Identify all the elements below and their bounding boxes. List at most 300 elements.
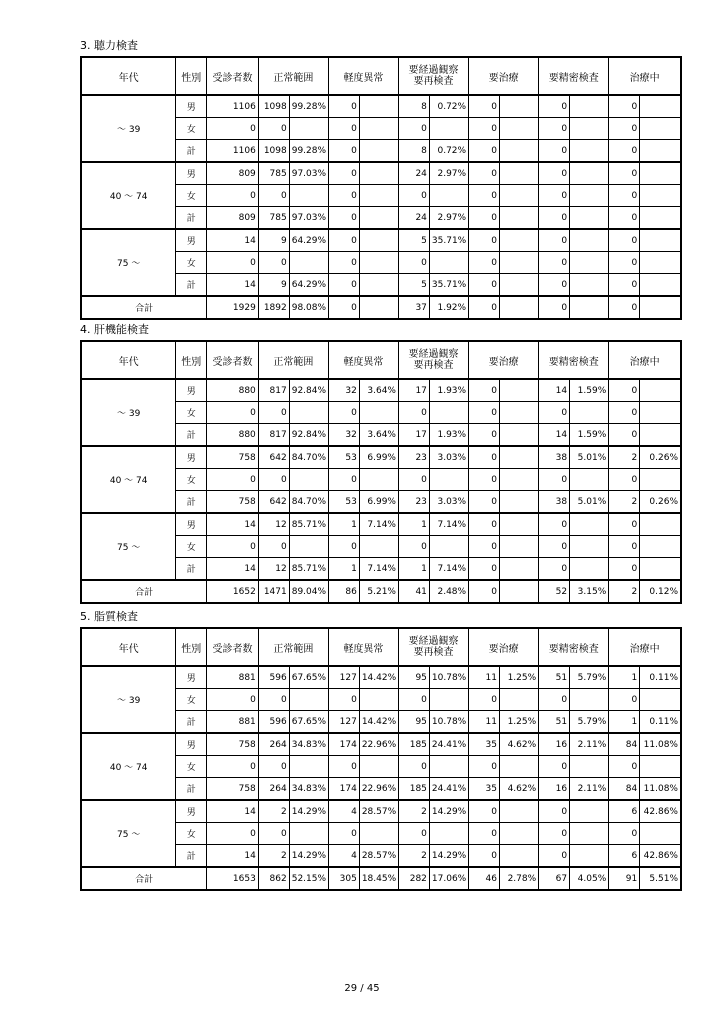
count-cell: 0: [469, 162, 500, 185]
count-cell: 0: [469, 800, 500, 823]
percent-cell: [289, 756, 328, 778]
table-row: [81, 162, 681, 185]
count-cell: 0: [469, 402, 500, 424]
percent-cell: [570, 513, 609, 536]
count-cell: 0: [258, 185, 289, 207]
age-group-cell: 75 ～: [81, 800, 176, 867]
header-detailed: 要精密検査: [539, 57, 609, 95]
count-cell: 0: [207, 402, 259, 424]
percent-cell: 85.71%: [289, 558, 328, 581]
count-cell: 1: [398, 513, 429, 536]
count-cell: 6: [609, 800, 640, 823]
total-count-cell: 0: [328, 296, 359, 319]
count-cell: 0: [328, 823, 359, 845]
percent-cell: 7.14%: [359, 558, 398, 581]
percent-cell: 14.29%: [429, 845, 468, 868]
total-label: 合計: [81, 296, 207, 319]
percent-cell: 6.99%: [359, 491, 398, 514]
percent-cell: [500, 823, 539, 845]
count-cell: 1098: [258, 95, 289, 118]
count-cell: 596: [258, 666, 289, 689]
header-age: 年代: [81, 57, 176, 95]
table-header-row: [81, 341, 681, 379]
total-count-cell: 0: [539, 296, 570, 319]
count-cell: 0: [539, 469, 570, 491]
percent-cell: 11.08%: [640, 733, 681, 756]
sex-cell: 女: [176, 469, 207, 491]
count-cell: 0: [207, 823, 259, 845]
sex-cell: 男: [176, 733, 207, 756]
count-cell: 9: [258, 274, 289, 297]
percent-cell: 4.62%: [500, 733, 539, 756]
count-cell: 95: [398, 666, 429, 689]
count-cell: 0: [328, 689, 359, 711]
percent-cell: 0.26%: [640, 446, 681, 469]
count-cell: 0: [328, 118, 359, 140]
count-cell: 11: [469, 711, 500, 734]
count-cell: 0: [539, 800, 570, 823]
percent-cell: [640, 185, 681, 207]
percent-cell: [289, 469, 328, 491]
percent-cell: [359, 185, 398, 207]
total-label: 合計: [81, 580, 207, 603]
count-cell: 881: [207, 711, 259, 734]
count-cell: 0: [469, 379, 500, 402]
percent-cell: 85.71%: [289, 513, 328, 536]
count-cell: 0: [609, 756, 640, 778]
percent-cell: [500, 491, 539, 514]
percent-cell: [500, 756, 539, 778]
count-cell: 0: [469, 491, 500, 514]
percent-cell: [640, 513, 681, 536]
percent-cell: [500, 536, 539, 558]
percent-cell: 3.03%: [429, 446, 468, 469]
count-cell: 0: [328, 162, 359, 185]
percent-cell: [640, 689, 681, 711]
percent-cell: [359, 140, 398, 163]
percent-cell: 5.79%: [570, 666, 609, 689]
count-cell: 0: [609, 469, 640, 491]
percent-cell: [640, 402, 681, 424]
percent-cell: 7.14%: [359, 513, 398, 536]
count-cell: 0: [328, 140, 359, 163]
count-cell: 127: [328, 711, 359, 734]
percent-cell: 22.96%: [359, 778, 398, 801]
count-cell: 0: [328, 207, 359, 230]
count-cell: 16: [539, 778, 570, 801]
sex-cell: 女: [176, 402, 207, 424]
count-cell: 0: [258, 689, 289, 711]
table-liver: [80, 340, 682, 604]
count-cell: 0: [539, 229, 570, 252]
header-in-treatment: 治療中: [609, 628, 681, 666]
percent-cell: [640, 207, 681, 230]
count-cell: 881: [207, 666, 259, 689]
count-cell: 4: [328, 800, 359, 823]
count-cell: 1: [328, 513, 359, 536]
count-cell: 38: [539, 446, 570, 469]
sex-cell: 計: [176, 424, 207, 447]
percent-cell: [359, 274, 398, 297]
count-cell: 14: [207, 513, 259, 536]
count-cell: 0: [609, 379, 640, 402]
percent-cell: 14.29%: [289, 845, 328, 868]
count-cell: 0: [469, 229, 500, 252]
sex-cell: 女: [176, 252, 207, 274]
count-cell: 0: [609, 95, 640, 118]
percent-cell: [429, 689, 468, 711]
percent-cell: 97.03%: [289, 162, 328, 185]
percent-cell: [570, 252, 609, 274]
count-cell: 14: [207, 845, 259, 868]
count-cell: 0: [207, 252, 259, 274]
count-cell: 0: [609, 513, 640, 536]
percent-cell: [500, 207, 539, 230]
count-cell: 0: [469, 118, 500, 140]
header-observe-line1: 要経過観察: [408, 65, 459, 76]
percent-cell: 2.11%: [570, 778, 609, 801]
percent-cell: 7.14%: [429, 558, 468, 581]
count-cell: 0: [539, 185, 570, 207]
count-cell: 0: [609, 118, 640, 140]
percent-cell: [289, 252, 328, 274]
count-cell: 174: [328, 733, 359, 756]
count-cell: 17: [398, 424, 429, 447]
sex-cell: 男: [176, 800, 207, 823]
table-header-row: [81, 57, 681, 95]
percent-cell: [429, 185, 468, 207]
count-cell: 0: [258, 823, 289, 845]
percent-cell: [359, 252, 398, 274]
count-cell: 0: [328, 185, 359, 207]
sex-cell: 男: [176, 446, 207, 469]
percent-cell: [640, 252, 681, 274]
count-cell: 0: [539, 823, 570, 845]
percent-cell: [429, 118, 468, 140]
percent-cell: [640, 162, 681, 185]
count-cell: 817: [258, 424, 289, 447]
count-cell: 785: [258, 162, 289, 185]
percent-cell: 64.29%: [289, 229, 328, 252]
total-count-cell: 52: [539, 580, 570, 603]
percent-cell: 0.11%: [640, 711, 681, 734]
header-sex: 性別: [176, 57, 207, 95]
count-cell: 0: [398, 252, 429, 274]
header-age: 年代: [81, 628, 176, 666]
percent-cell: [640, 469, 681, 491]
percent-cell: [500, 446, 539, 469]
percent-cell: [570, 185, 609, 207]
percent-cell: 2.97%: [429, 207, 468, 230]
count-cell: 880: [207, 379, 259, 402]
count-cell: 0: [207, 469, 259, 491]
count-cell: 0: [539, 402, 570, 424]
percent-cell: [359, 469, 398, 491]
count-cell: 53: [328, 446, 359, 469]
count-cell: 0: [328, 402, 359, 424]
count-cell: 0: [398, 402, 429, 424]
header-observe-line2: 要再検査: [413, 360, 454, 371]
count-cell: 596: [258, 711, 289, 734]
count-cell: 0: [398, 689, 429, 711]
percent-cell: 0.11%: [640, 666, 681, 689]
count-cell: 642: [258, 491, 289, 514]
count-cell: 14: [207, 274, 259, 297]
percent-cell: [640, 536, 681, 558]
sex-cell: 男: [176, 513, 207, 536]
percent-cell: 35.71%: [429, 274, 468, 297]
count-cell: 0: [469, 513, 500, 536]
count-cell: 84: [609, 778, 640, 801]
count-cell: 0: [207, 185, 259, 207]
count-cell: 8: [398, 95, 429, 118]
count-cell: 0: [609, 140, 640, 163]
count-cell: 0: [609, 252, 640, 274]
percent-cell: [500, 95, 539, 118]
count-cell: 185: [398, 778, 429, 801]
count-cell: 0: [258, 252, 289, 274]
percent-cell: [429, 823, 468, 845]
percent-cell: 28.57%: [359, 800, 398, 823]
age-group-cell: ～ 39: [81, 379, 176, 446]
count-cell: 32: [328, 379, 359, 402]
total-percent-cell: 0.12%: [640, 580, 681, 603]
count-cell: 2: [398, 800, 429, 823]
percent-cell: [500, 800, 539, 823]
total-count-cell: 67: [539, 867, 570, 890]
total-count-cell: 91: [609, 867, 640, 890]
count-cell: 2: [398, 845, 429, 868]
percent-cell: [359, 536, 398, 558]
total-percent-cell: 1.92%: [429, 296, 468, 319]
count-cell: 5: [398, 229, 429, 252]
sex-cell: 女: [176, 689, 207, 711]
total-percent-cell: 18.45%: [359, 867, 398, 890]
count-cell: 0: [328, 756, 359, 778]
percent-cell: [640, 118, 681, 140]
count-cell: 14: [207, 558, 259, 581]
total-percent-cell: 2.48%: [429, 580, 468, 603]
percent-cell: [570, 229, 609, 252]
count-cell: 809: [207, 207, 259, 230]
header-sex: 性別: [176, 628, 207, 666]
count-cell: 264: [258, 733, 289, 756]
percent-cell: [500, 469, 539, 491]
header-mild: 軽度異常: [328, 341, 398, 379]
total-count-cell: 41: [398, 580, 429, 603]
count-cell: 0: [609, 823, 640, 845]
header-age: 年代: [81, 341, 176, 379]
percent-cell: 22.96%: [359, 733, 398, 756]
count-cell: 53: [328, 491, 359, 514]
percent-cell: 64.29%: [289, 274, 328, 297]
count-cell: 12: [258, 558, 289, 581]
percent-cell: [359, 95, 398, 118]
count-cell: 880: [207, 424, 259, 447]
table-total-row: [81, 867, 681, 890]
count-cell: 0: [398, 536, 429, 558]
percent-cell: [359, 689, 398, 711]
count-cell: 0: [258, 402, 289, 424]
count-cell: 1106: [207, 95, 259, 118]
percent-cell: [500, 185, 539, 207]
count-cell: 0: [469, 274, 500, 297]
count-cell: 0: [207, 689, 259, 711]
percent-cell: [640, 95, 681, 118]
percent-cell: 1.25%: [500, 666, 539, 689]
percent-cell: [289, 402, 328, 424]
header-in-treatment: 治療中: [609, 57, 681, 95]
percent-cell: 0.72%: [429, 95, 468, 118]
count-cell: 0: [207, 118, 259, 140]
total-percent-cell: 89.04%: [289, 580, 328, 603]
percent-cell: [359, 402, 398, 424]
count-cell: 1: [398, 558, 429, 581]
total-count-cell: 1653: [207, 867, 259, 890]
total-count-cell: 0: [469, 580, 500, 603]
total-percent-cell: 17.06%: [429, 867, 468, 890]
percent-cell: 6.99%: [359, 446, 398, 469]
percent-cell: [570, 800, 609, 823]
section-title-hearing: 3. 聴力検査: [80, 39, 138, 52]
count-cell: 0: [328, 469, 359, 491]
count-cell: 35: [469, 778, 500, 801]
count-cell: 0: [398, 469, 429, 491]
sex-cell: 女: [176, 756, 207, 778]
header-observe: [398, 628, 468, 666]
table-total-row: [81, 296, 681, 319]
header-normal: 正常範囲: [258, 57, 328, 95]
count-cell: 9: [258, 229, 289, 252]
count-cell: 0: [207, 756, 259, 778]
percent-cell: [640, 229, 681, 252]
total-count-cell: 46: [469, 867, 500, 890]
age-group-cell: 40 ～ 74: [81, 733, 176, 800]
percent-cell: [570, 118, 609, 140]
percent-cell: 67.65%: [289, 666, 328, 689]
count-cell: 0: [539, 95, 570, 118]
count-cell: 0: [469, 558, 500, 581]
sex-cell: 男: [176, 666, 207, 689]
sex-cell: 計: [176, 274, 207, 297]
count-cell: 14: [539, 379, 570, 402]
header-treatment: 要治療: [469, 341, 539, 379]
table-hearing: [80, 56, 682, 320]
percent-cell: [640, 424, 681, 447]
percent-cell: 99.28%: [289, 95, 328, 118]
percent-cell: 84.70%: [289, 491, 328, 514]
total-percent-cell: 2.78%: [500, 867, 539, 890]
percent-cell: [500, 558, 539, 581]
percent-cell: [640, 274, 681, 297]
count-cell: 264: [258, 778, 289, 801]
header-observe-line2: 要再検査: [413, 647, 454, 658]
section-title-liver: 4. 肝機能検査: [80, 323, 149, 336]
percent-cell: 3.64%: [359, 379, 398, 402]
percent-cell: [429, 756, 468, 778]
percent-cell: 5.79%: [570, 711, 609, 734]
table-row: [81, 95, 681, 118]
count-cell: 0: [539, 207, 570, 230]
header-sex: 性別: [176, 341, 207, 379]
percent-cell: [500, 252, 539, 274]
percent-cell: [640, 379, 681, 402]
count-cell: 23: [398, 491, 429, 514]
table-row: [81, 446, 681, 469]
percent-cell: 1.59%: [570, 379, 609, 402]
total-count-cell: 1471: [258, 580, 289, 603]
sex-cell: 女: [176, 536, 207, 558]
count-cell: 642: [258, 446, 289, 469]
count-cell: 0: [328, 229, 359, 252]
percent-cell: 2.97%: [429, 162, 468, 185]
percent-cell: [500, 689, 539, 711]
percent-cell: 11.08%: [640, 778, 681, 801]
count-cell: 8: [398, 140, 429, 163]
count-cell: 6: [609, 845, 640, 868]
total-percent-cell: [640, 296, 681, 319]
sex-cell: 女: [176, 118, 207, 140]
total-percent-cell: 5.51%: [640, 867, 681, 890]
percent-cell: 24.41%: [429, 778, 468, 801]
percent-cell: 14.42%: [359, 711, 398, 734]
count-cell: 32: [328, 424, 359, 447]
count-cell: 0: [469, 469, 500, 491]
percent-cell: [570, 402, 609, 424]
percent-cell: [640, 140, 681, 163]
header-observe-line1: 要経過観察: [408, 349, 459, 360]
sex-cell: 女: [176, 823, 207, 845]
table-row: [81, 379, 681, 402]
count-cell: 51: [539, 666, 570, 689]
percent-cell: [429, 252, 468, 274]
count-cell: 0: [539, 756, 570, 778]
total-count-cell: 0: [609, 296, 640, 319]
count-cell: 2: [258, 800, 289, 823]
count-cell: 1: [609, 711, 640, 734]
percent-cell: [640, 756, 681, 778]
count-cell: 1098: [258, 140, 289, 163]
count-cell: 0: [469, 424, 500, 447]
count-cell: 127: [328, 666, 359, 689]
total-count-cell: 0: [469, 296, 500, 319]
count-cell: 0: [539, 558, 570, 581]
count-cell: 0: [539, 845, 570, 868]
section-title-lipid: 5. 脂質検査: [80, 610, 138, 623]
count-cell: 0: [398, 756, 429, 778]
percent-cell: 14.29%: [429, 800, 468, 823]
table-lipid: [80, 627, 682, 891]
percent-cell: 10.78%: [429, 666, 468, 689]
count-cell: 0: [469, 95, 500, 118]
total-count-cell: 86: [328, 580, 359, 603]
percent-cell: 1.25%: [500, 711, 539, 734]
percent-cell: 97.03%: [289, 207, 328, 230]
sex-cell: 男: [176, 95, 207, 118]
percent-cell: [289, 185, 328, 207]
percent-cell: [289, 118, 328, 140]
count-cell: 14: [207, 800, 259, 823]
count-cell: 11: [469, 666, 500, 689]
percent-cell: [500, 229, 539, 252]
total-count-cell: 2: [609, 580, 640, 603]
count-cell: 0: [398, 185, 429, 207]
count-cell: 14: [207, 229, 259, 252]
count-cell: 0: [609, 162, 640, 185]
sex-cell: 計: [176, 491, 207, 514]
count-cell: 0: [539, 162, 570, 185]
header-examined: 受診者数: [207, 57, 259, 95]
